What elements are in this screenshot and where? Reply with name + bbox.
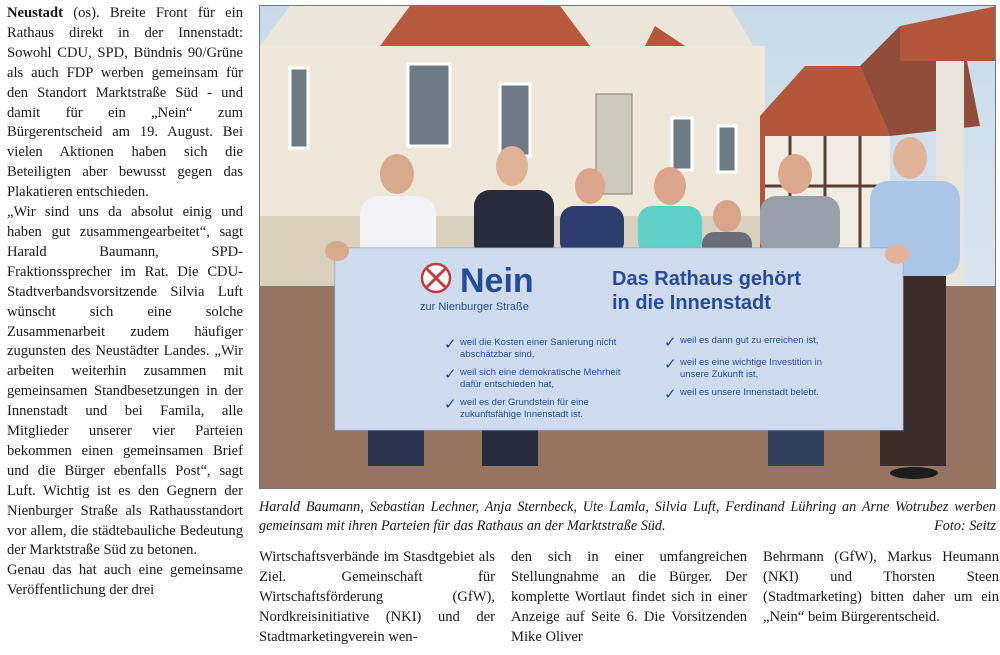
banner-item-text: weil die Kosten einer Sanierung nicht [460, 337, 617, 348]
banner-item-text: weil es der Grundstein für eine [460, 397, 589, 408]
banner-item-text: weil es dann gut zu erreichen ist, [680, 335, 819, 346]
banner-headline-2: in die Innenstadt [612, 292, 771, 314]
banner-item-text: weil es unsere Innenstadt belebt. [680, 387, 819, 398]
article-quote: „Wir sind uns da absolut einig und haben gut zusammengearbeitet“, sagt Harald Baumann, SPD-Fraktionssprecher im Rat. Die CDU-Stadtverbandsvorsitzende Silvia Luft wünscht sich eine solche Zusammenarbeit zudem häufiger zugunsten des Neustädter Landes. „Wir arbeiten weiterhin zusammen mit gemeinsamen Standbesetzungen in der Innenstadt und bei Famila, alle Mitglieder unserer vier Parteien bekommen einen gemeinsamen Brief und die Bürger ebenfalls Post“, sagt Luft. Wichtig ist es den Gegnern der Nienburger Straße als Rathausstandort vor allem, die städtebauliche Bedeutung der Marktstraße Süd zu betonen. [7, 204, 243, 559]
banner-nein: Nein [460, 262, 534, 300]
news-photo [259, 5, 996, 489]
banner-headline-1: Das Rathaus gehört [612, 268, 801, 290]
article-column-3: den sich in einer umfangreichen Stellungnahme an die Bürger. Der komplette Wortlaut findet sich in einer Anzeige auf Seite 6. Die Vorsitzenden Mike Oliver [511, 549, 747, 645]
banner-check-icon: ✓ [444, 336, 457, 353]
dateline: Neustadt [7, 5, 63, 21]
article-bottom-columns [259, 548, 999, 648]
banner-item-text: unsere Zukunft ist, [680, 369, 759, 380]
banner-check-icon: ✓ [444, 366, 457, 383]
article-column-4: Behrmann (GfW), Markus Heumann (NKI) und Thorsten Steen (Stadtmarketing) bitten daher um ein „Nein“ beim Bürgerentscheid. [763, 549, 999, 625]
banner-check-icon: ✓ [664, 386, 677, 403]
banner-check-icon: ✓ [664, 356, 677, 373]
banner-item-text: abschätzbar sind, [460, 349, 535, 360]
photo-illustration [260, 6, 996, 489]
banner-item-text: weil es eine wichtige Investition in [680, 357, 823, 368]
banner-check-icon: ✓ [664, 334, 677, 351]
photo-caption [259, 498, 996, 536]
article-column-1 [7, 4, 243, 601]
caption-text: Harald Baumann, Sebastian Lechner, Anja Sternbeck, Ute Lamla, Silvia Luft, Ferdinand Lühring an Arne Wotrubez werben gemeinsam mit ihren Parteien für das Rathaus an der Marktstraße Süd. [259, 499, 996, 534]
banner-item-text: dafür entschieden hat, [460, 379, 555, 390]
banner-item-text: zukunftsfähige Innenstadt ist. [460, 409, 584, 420]
article-continuation: Genau das hat auch eine gemeinsame Veröffentlichung der drei [7, 562, 243, 599]
banner-sub: zur Nienburger Straße [420, 301, 529, 313]
photo-credit: Foto: Seitz [934, 518, 996, 534]
banner-check-icon: ✓ [444, 396, 457, 413]
article-column-2: Wirtschaftsverbände im Stasdtgebiet als Ziel. Gemeinschaft für Wirtschaftsförderung (GfW), Nordkreisinitiative (NKI) und der Stadtmarketingverein wen- [259, 549, 495, 645]
banner-item-text: weil sich eine demokratische Mehrheit [460, 367, 621, 378]
article-intro: (os). Breite Front für ein Rathaus direkt in der Innenstadt: Sowohl CDU, SPD, Bündnis 90/Grüne als auch FDP werben gemeinsam für den Standort Marktstraße Süd - und damit für ein „Nein“ zum Bürgerentscheid am 19. August. Bei vielen Aktionen haben sich die Beteiligten aber bewusst gegen das Plakatieren entschieden. [7, 5, 243, 201]
